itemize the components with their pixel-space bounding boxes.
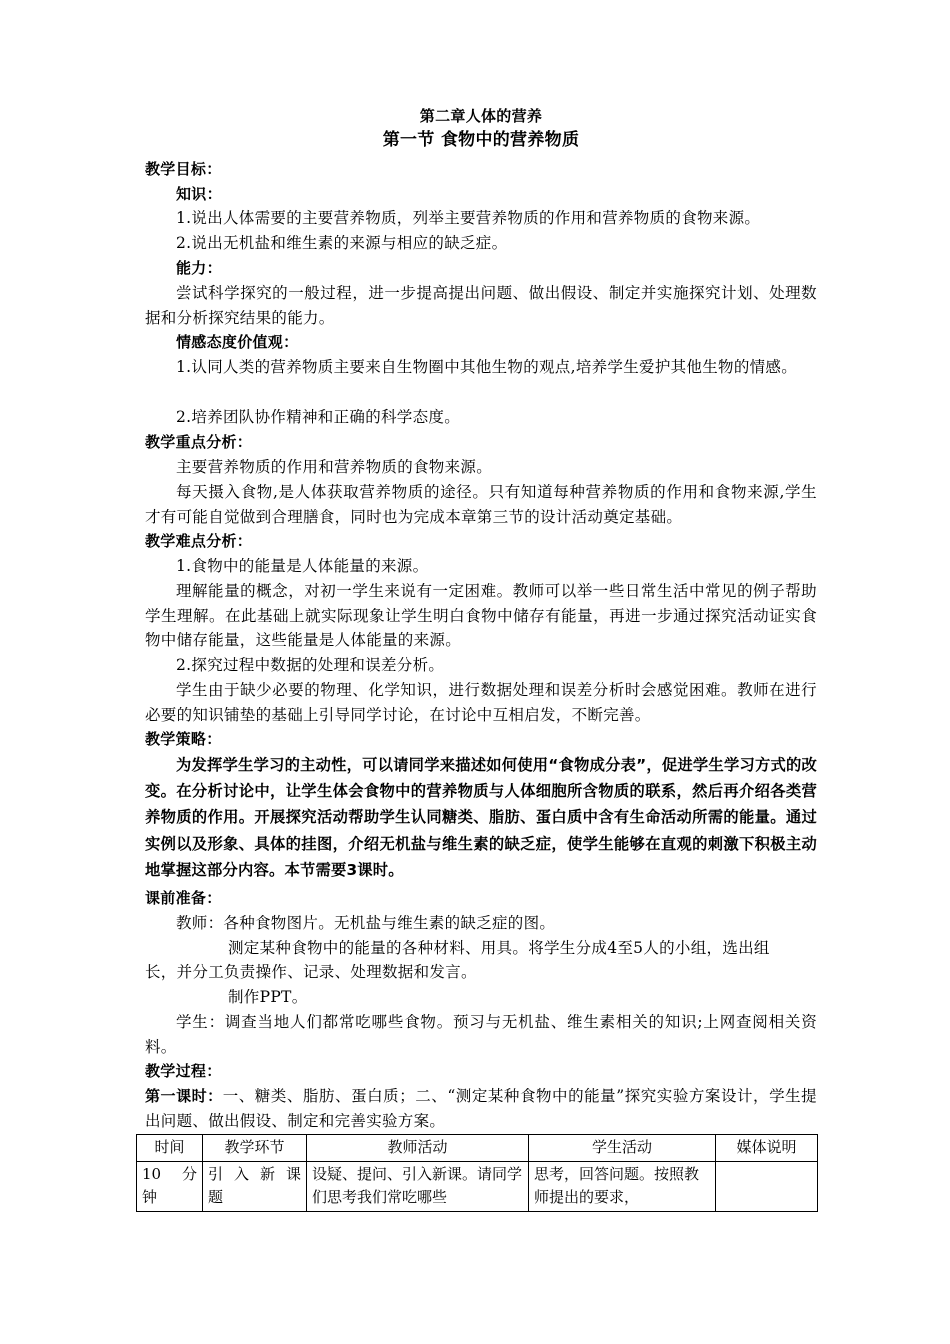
process-heading: 教学过程：: [145, 1062, 222, 1080]
cell-student-activity: 思考，回答问题。按照教师提出的要求，: [529, 1161, 716, 1211]
cell-teacher-activity: 设疑、提问、引入新课。请同学们思考我们常吃哪些: [307, 1161, 529, 1211]
difficulty-item-1: 1.食物中的能量是人体能量的来源。: [176, 557, 429, 575]
difficulty-item-2: 2.探究过程中数据的处理和误差分析。: [176, 656, 445, 674]
cell-media: [716, 1161, 818, 1211]
chapter-title: 第二章人体的营养: [419, 107, 543, 125]
first-lesson-text: 一、糖类、脂肪、蛋白质；二、“测定某种食物中的能量”探究实验方案设计，学生提出问题、做出假设、制定和完善实验方案。: [145, 1087, 817, 1130]
difficulty-item-1-text: 理解能量的概念，对初一学生来说有一定困难。教师可以举一些日常生活中常见的例子帮助学生理解。在此基础上就实际现象让学生明白食物中储存有能量，再进一步通过探究活动证实食物中储存能量，这些能量是人体能量的来源。: [145, 582, 817, 649]
header-stage: 教学环节: [203, 1135, 307, 1162]
knowledge-item-1: 1.说出人体需要的主要营养物质，列举主要营养物质的作用和营养物质的食物来源。: [176, 209, 761, 227]
preparation-teacher-2b: 长，并分工负责操作、记录、处理数据和发言。: [145, 963, 477, 981]
preparation-teacher-1: 教师：各种食物图片。无机盐与维生素的缺乏症的图。: [176, 914, 556, 932]
ability-text: 尝试科学探究的一般过程，进一步提高提出问题、做出假设、制定并实施探究计划、处理数据和分析探究结果的能力。: [145, 284, 817, 327]
strategy-heading: 教学策略：: [145, 730, 222, 748]
strategy-text: 为发挥学生学习的主动性，可以请同学来描述如何使用“食物成分表”，促进学生学习方式的改变。在分析讨论中，让学生体会食物中的营养物质与人体细胞所含物质的联系，然后再介绍各类营养物质的作用。开展探究活动帮助学生认同糖类、脂肪、蛋白质中含有生命活动所需的能量。通过实例以及形象、具体的挂图，介绍无机盐与维生素的缺乏症，使学生能够在直观的刺激下积极主动地掌握这部分内容。本节需要3课时。: [145, 756, 817, 879]
preparation-heading: 课前准备：: [145, 889, 222, 907]
objectives-heading: 教学目标：: [145, 160, 222, 178]
cell-stage: 引 入 新 课 题: [203, 1161, 307, 1211]
emotion-item-2: 2.培养团队协作精神和正确的科学态度。: [176, 408, 460, 426]
header-student-activity: 学生活动: [529, 1135, 716, 1162]
table-row: [137, 1161, 818, 1211]
key-points-heading: 教学重点分析：: [145, 433, 253, 451]
emotion-heading: 情感态度价值观：: [176, 333, 299, 351]
difficulties-heading: 教学难点分析：: [145, 532, 253, 550]
knowledge-item-2: 2.说出无机盐和维生素的来源与相应的缺乏症。: [176, 234, 508, 252]
preparation-student: 学生：调查当地人们都常吃哪些食物。预习与无机盐、维生素相关的知识;上网查阅相关资料。: [145, 1013, 817, 1056]
first-lesson-paragraph: [145, 1084, 817, 1133]
first-lesson-label: 第一课时：: [145, 1087, 223, 1105]
header-teacher-activity: 教师活动: [307, 1135, 529, 1162]
table-header-row: [137, 1135, 818, 1162]
key-points-line-1: 主要营养物质的作用和营养物质的食物来源。: [176, 458, 493, 476]
section-title: 第一节 食物中的营养物质: [382, 130, 580, 150]
header-time: 时间: [137, 1135, 203, 1162]
emotion-item-1: 1.认同人类的营养物质主要来自生物圈中其他生物的观点,培养学生爱护其他生物的情感。: [176, 358, 798, 376]
ability-heading: 能力：: [176, 259, 222, 277]
preparation-teacher-2a: 测定某种食物中的能量的各种材料、用具。将学生分成4至5人的小组，选出组: [228, 939, 770, 957]
difficulty-item-2-text: 学生由于缺少必要的物理、化学知识，进行数据处理和误差分析时会感觉困难。教师在进行必要的知识铺垫的基础上引导同学讨论，在讨论中互相启发，不断完善。: [145, 681, 817, 724]
preparation-teacher-3: 制作PPT。: [228, 988, 308, 1006]
key-points-line-2: 每天摄入食物,是人体获取营养物质的途径。只有知道每种营养物质的作用和食物来源,学生才有可能自觉做到合理膳食，同时也为完成本章第三节的设计活动奠定基础。: [145, 483, 817, 526]
lesson-plan-table: [136, 1134, 818, 1212]
knowledge-heading: 知识：: [176, 185, 222, 203]
cell-time: 10 分钟: [137, 1161, 203, 1211]
header-media: 媒体说明: [716, 1135, 818, 1162]
